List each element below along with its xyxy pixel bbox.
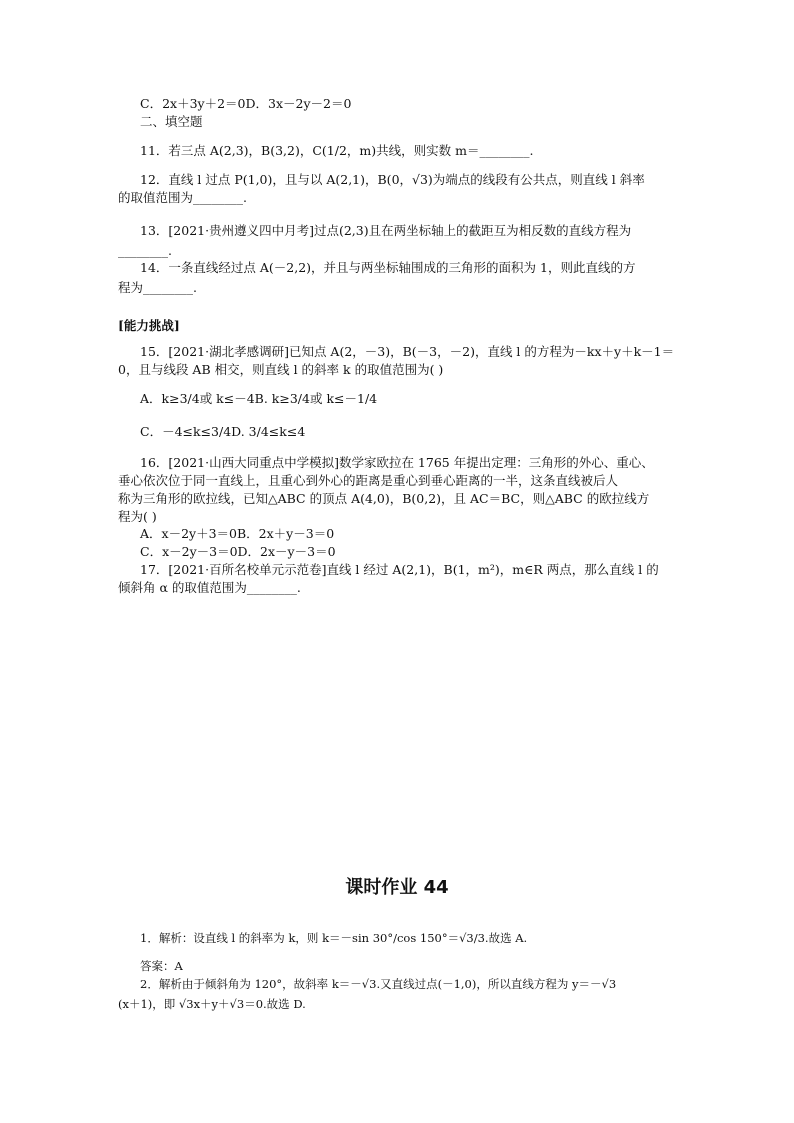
- section-ability-challenge: [能力挑战]: [118, 318, 180, 333]
- answer-1-result: 答案：A: [140, 959, 183, 973]
- question-17-line-1: 17．[2021·百所名校单元示范卷]直线 l 经过 A(2,1)，B(1，m²)，m∈R 两点，那么直线 l 的: [140, 562, 659, 577]
- question-11: 11．若三点 A(2,3)，B(3,2)，C(1/2，m)共线，则实数 m＝________.: [140, 143, 534, 158]
- answer-2-line-2: (x＋1)，即 √3x＋y＋√3＝0.故选 D.: [118, 997, 306, 1011]
- question-13-line-2: ________.: [118, 243, 172, 258]
- question-15-line-1: 15．[2021·湖北孝感调研]已知点 A(2，－3)，B(－3，－2)，直线 l 的方程为－kx＋y＋k－1＝: [140, 344, 675, 359]
- question-16-options-a-b: A．x－2y＋3＝0B．2x＋y－3＝0: [140, 526, 335, 541]
- answer-1-explanation: 1．解析：设直线 l 的斜率为 k，则 k＝－sin 30°/cos 150°＝√3/3.故选 A.: [140, 931, 528, 945]
- option-line-c-d: C．2x＋3y＋2＝0D．3x－2y－2＝0: [140, 96, 352, 111]
- question-17-line-2: 倾斜角 α 的取值范围为________.: [118, 580, 301, 595]
- question-16-options-c-d: C．x－2y－3＝0D．2x－y－3＝0: [140, 544, 336, 559]
- question-12-line-2: 的取值范围为________.: [118, 190, 247, 205]
- question-15-options-c-d: C．－4≤k≤3/4D. 3/4≤k≤4: [140, 424, 306, 439]
- question-15-line-2: 0，且与线段 AB 相交，则直线 l 的斜率 k 的取值范围为( ): [118, 362, 444, 377]
- answers-heading: 课时作业 44: [345, 877, 449, 898]
- answer-2-line-1: 2．解析由于倾斜角为 120°，故斜率 k＝－√3.又直线过点(－1,0)，所以直线方程为 y＝－√3: [140, 977, 617, 991]
- question-16-line-3: 称为三角形的欧拉线，已知△ABC 的顶点 A(4,0)，B(0,2)，且 AC＝BC，则△ABC 的欧拉线方: [118, 491, 650, 506]
- question-13-line-1: 13．[2021·贵州遵义四中月考]过点(2,3)且在两坐标轴上的截距互为相反数的直线方程为: [140, 223, 632, 238]
- question-16-line-1: 16．[2021·山西大同重点中学模拟]数学家欧拉在 1765 年提出定理：三角形的外心、重心、: [140, 455, 654, 470]
- question-16-line-2: 垂心依次位于同一直线上，且重心到外心的距离是重心到垂心距离的一半，这条直线被后人: [118, 473, 619, 488]
- question-14-line-1: 14．一条直线经过点 A(－2,2)，并且与两坐标轴围成的三角形的面积为 1，则此直线的方: [140, 260, 636, 275]
- question-16-line-4: 程为( ): [118, 509, 157, 524]
- question-12-line-1: 12．直线 l 过点 P(1,0)，且与以 A(2,1)，B(0，√3)为端点的线段有公共点，则直线 l 斜率: [140, 172, 645, 187]
- section-title-fill-in: 二、填空题: [140, 114, 203, 129]
- question-14-line-2: 程为________.: [118, 280, 197, 295]
- question-15-options-a-b: A．k≥3/4或 k≤－4B. k≥3/4或 k≤－1/4: [140, 391, 378, 406]
